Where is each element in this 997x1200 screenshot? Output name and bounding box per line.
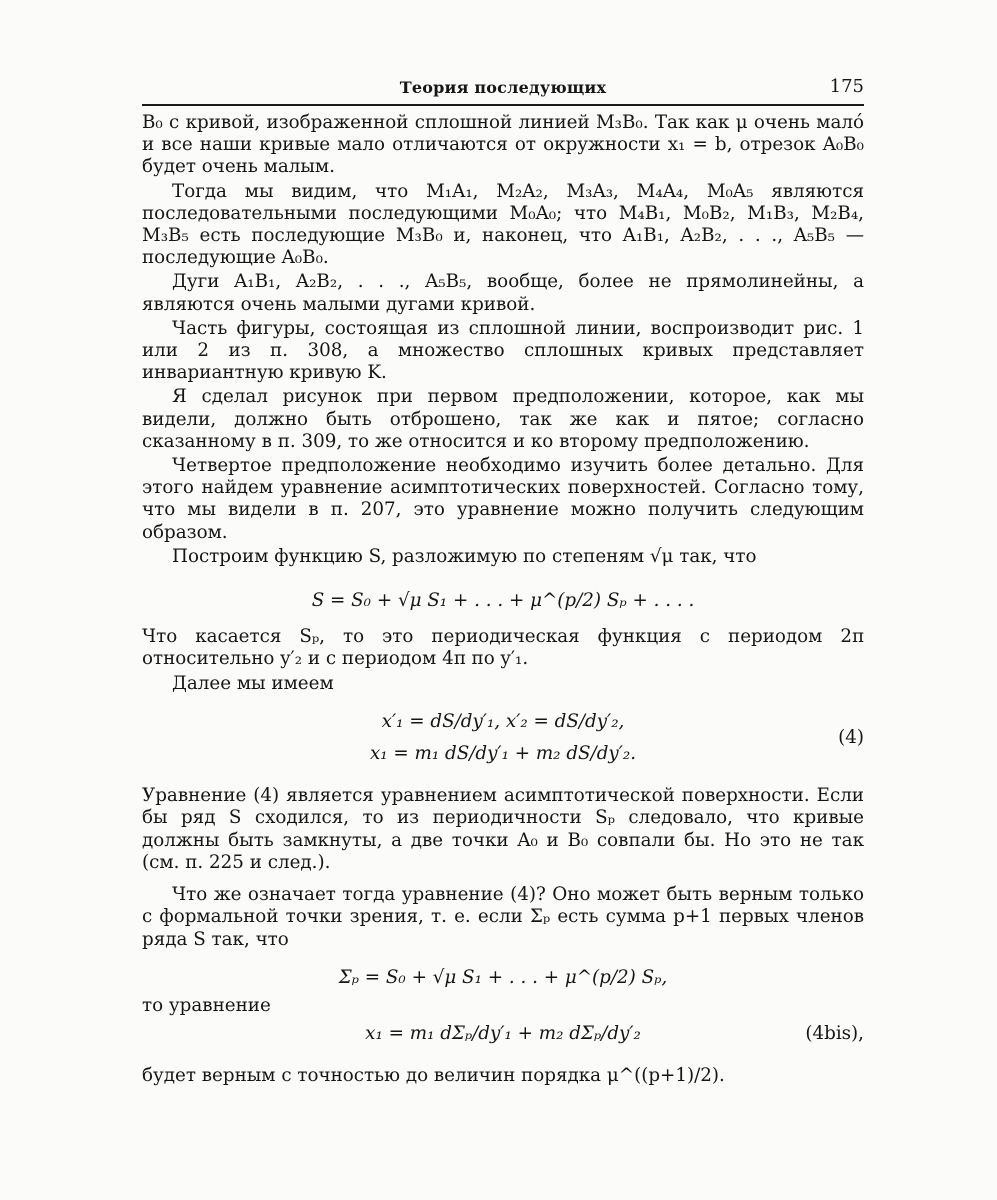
- equation-sigma-sum: Σₚ = S₀ + √μ S₁ + . . . + μ^(p/2) Sₚ,: [338, 966, 668, 988]
- paragraph: Далее мы имеем: [172, 672, 334, 694]
- equation-number: (4): [838, 726, 864, 748]
- paragraph: Что касается Sₚ, то это периодическая функция с периодом 2π относительно y′₂ и с периодом 4π по y′₁.: [142, 626, 864, 670]
- equation-4-line-1: x′₁ = dS/dy′₁, x′₂ = dS/dy′₂,: [381, 710, 625, 732]
- paragraph: Дуги A₁B₁, A₂B₂, . . ., A₅B₅, вообще, более не прямолинейны, а являются очень малыми дугами кривой.: [142, 271, 864, 315]
- page-number: 175: [829, 76, 864, 97]
- paragraph: Построим функцию S, разложимую по степеням √μ так, что: [172, 545, 757, 567]
- equation-s-series: S = S₀ + √μ S₁ + . . . + μ^(p/2) Sₚ + . . . .: [311, 590, 695, 612]
- equation-number: (4bis),: [805, 1023, 864, 1045]
- paragraph: Что же означает тогда уравнение (4)? Оно может быть верным только с формальной точки зрения, т. е. если Σₚ есть сумма p+1 первых членов ряда S так, что: [142, 884, 864, 950]
- paragraph: Тогда мы видим, что M₁A₁, M₂A₂, M₃A₃, M₄A₄, M₀A₅ являются последовательными последующими M₀A₀; что M₄B₁, M₀B₂, M₁B₃, M₂B₄, M₃B₅ есть последующие M₃B₀ и, наконец, что A₁B₁, A₂B₂, . . ., A₅B₅ — последующие A₀B₀.: [142, 180, 864, 269]
- page-body: [142, 112, 864, 1090]
- paragraph: Часть фигуры, состоящая из сплошной линии, воспроизводит рис. 1 или 2 из п. 308, а множество сплошных кривых представляет инвариантную кривую K.: [142, 317, 864, 384]
- paragraph: Четвертое предположение необходимо изучить более детально. Для этого найдем уравнение асимптотических поверхностей. Согласно тому, что мы видели в п. 207, это уравнение можно получить следующим образом.: [142, 455, 864, 543]
- equation-4bis: [142, 1023, 864, 1045]
- paragraph: то уравнение: [142, 994, 271, 1016]
- equation-4bis-line: x₁ = m₁ dΣₚ/dy′₁ + m₂ dΣₚ/dy′₂: [365, 1023, 641, 1045]
- running-title: Теория последующих: [399, 78, 607, 97]
- paragraph: Уравнение (4) является уравнением асимптотической поверхности. Если бы ряд S сходился, то из периодичности Sₚ следовало, что кривые должны быть замкнуты, а две точки A₀ и B₀ совпали бы. Но это не так (см. п. 225 и след.).: [142, 785, 864, 873]
- paragraph: Я сделал рисунок при первом предположении, которое, как мы видели, должно быть отброшено, так же как и пятое; согласно сказанному в п. 309, то же относится и ко второму предположению.: [142, 386, 864, 452]
- paragraph: будет верным с точностью до величин порядка μ^((p+1)/2).: [142, 1065, 725, 1087]
- page-header: [142, 74, 864, 106]
- paragraph: B₀ с кривой, изображенной сплошной линией M₃B₀. Так как μ очень мало́ и все наши кривые мало отличаются от окружности x₁ = b, отрезок A₀B₀ будет очень малым.: [142, 112, 864, 178]
- equation-4: [142, 711, 864, 765]
- equation-4-line-2: x₁ = m₁ dS/dy′₁ + m₂ dS/dy′₂.: [369, 743, 637, 765]
